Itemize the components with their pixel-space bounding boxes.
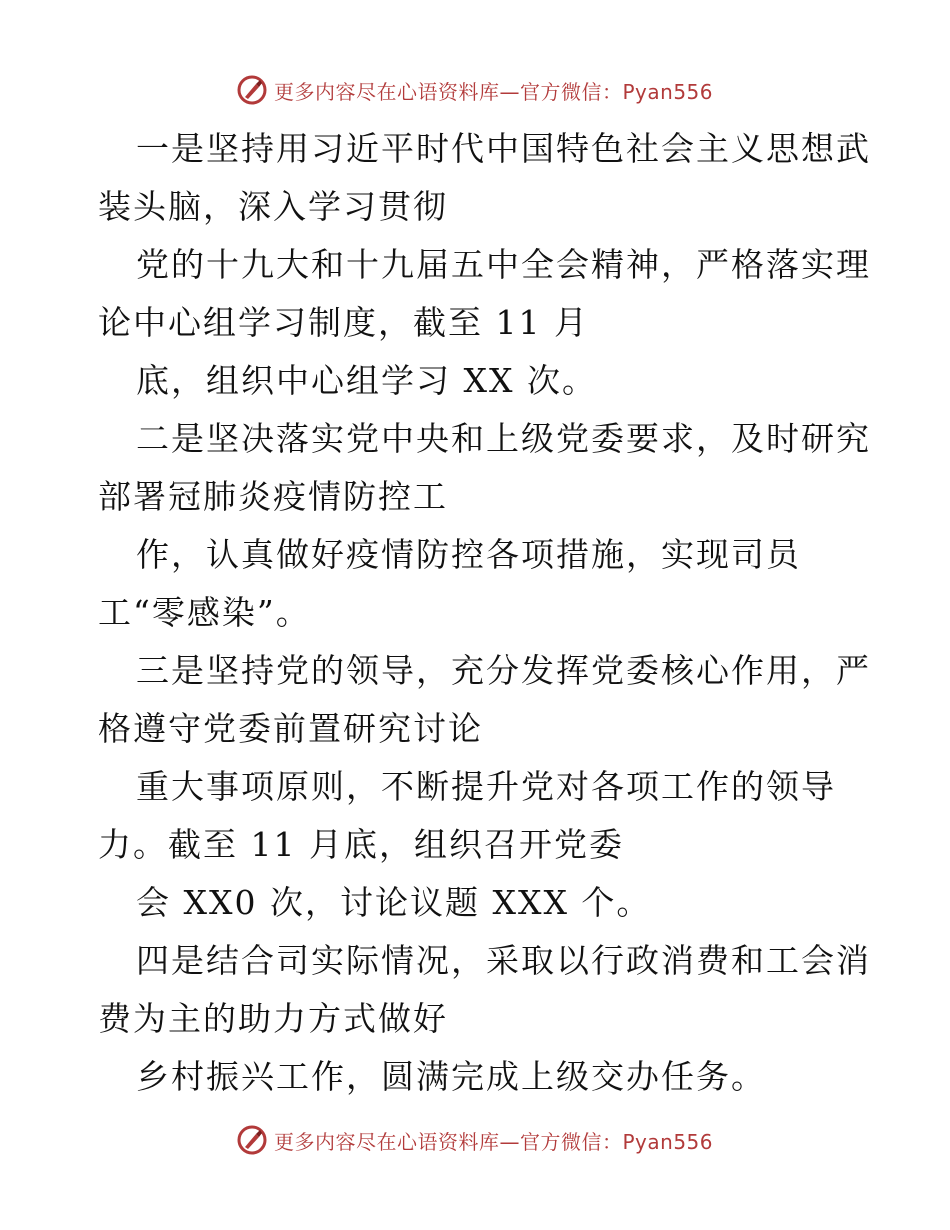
text-line: 格遵守党委前置研究讨论 xyxy=(98,709,483,748)
text-line: 党的十九大和十九届五中全会精神，严格落实理 xyxy=(136,245,871,284)
text-line: 论中心组学习制度，截至 11 月 xyxy=(98,303,589,342)
text-line: 二是坚决落实党中央和上级党委要求，及时研究 xyxy=(136,419,871,458)
text-line: 重大事项原则，不断提升党对各项工作的领导 xyxy=(136,767,836,806)
text-line: 乡村振兴工作，圆满完成上级交办任务。 xyxy=(136,1057,766,1096)
text-line: 三是坚持党的领导，充分发挥党委核心作用，严 xyxy=(136,651,871,690)
text-line: 四是结合司实际情况，采取以行政消费和工会消 xyxy=(136,941,871,980)
text-line: 费为主的助力方式做好 xyxy=(98,999,448,1038)
text-line: 会 XX0 次，讨论议题 XXX 个。 xyxy=(136,883,652,922)
text-line: 工“零感染”。 xyxy=(98,593,311,632)
text-line: 作，认真做好疫情防控各项措施，实现司员 xyxy=(136,535,801,574)
text-line: 底，组织中心组学习 XX 次。 xyxy=(136,361,597,400)
watermark-footer xyxy=(236,1124,713,1156)
document-body xyxy=(98,120,871,1106)
text-line: 部署冠肺炎疫情防控工 xyxy=(98,477,448,516)
watermark-header xyxy=(236,74,713,106)
pen-seal-icon xyxy=(236,74,268,106)
text-line: 一是坚持用习近平时代中国特色社会主义思想武 xyxy=(136,129,871,168)
pen-seal-icon xyxy=(236,1124,268,1156)
watermark-text: 更多内容尽在心语资料库—官方微信：Pyan556 xyxy=(274,79,714,104)
watermark-text: 更多内容尽在心语资料库—官方微信：Pyan556 xyxy=(274,1129,714,1154)
text-line: 力。截至 11 月底，组织召开党委 xyxy=(98,825,624,864)
text-line: 装头脑，深入学习贯彻 xyxy=(98,187,448,226)
